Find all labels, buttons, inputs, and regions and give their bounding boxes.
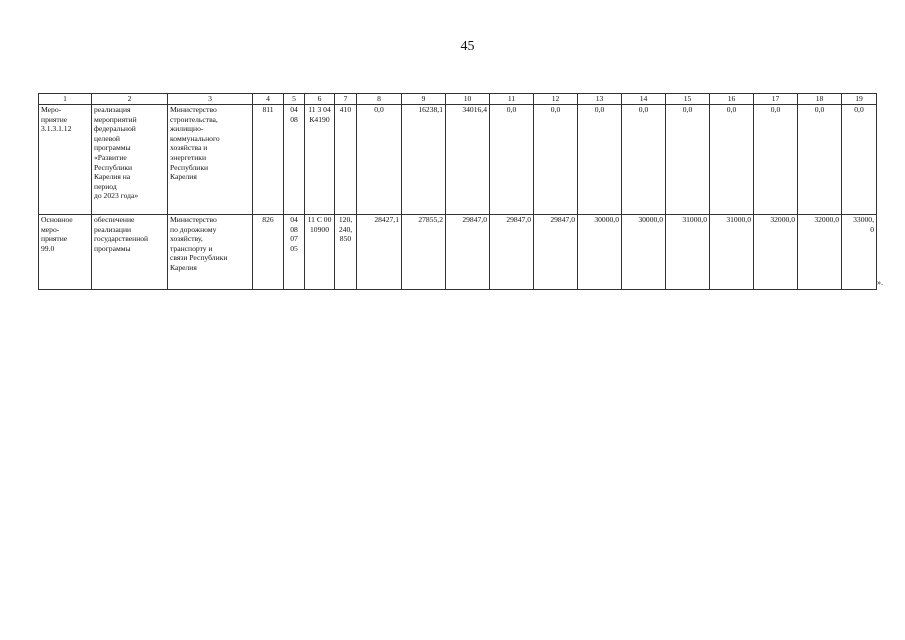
table-row [39,105,877,215]
column-header: 18 [798,94,842,105]
amount-cell: 27855,2 [402,215,446,290]
column-header: 5 [284,94,305,105]
table-row [39,215,877,290]
column-header: 16 [710,94,754,105]
column-header: 8 [357,94,402,105]
column-header: 14 [622,94,666,105]
amount-cell: 30000,0 [622,215,666,290]
column-header: 6 [305,94,335,105]
amount-cell: 0,0 [534,105,578,215]
executor-cell: Министерство по дорожному хозяйству, транспорту и связи Республики Карелия [168,215,253,290]
activity-name-cell: реализация мероприятий федеральной целевой программы «Развитие Республики Карелия на период до 2023 года» [92,105,168,215]
amount-cell: 0,0 [490,105,534,215]
amount-cell: 0,0 [622,105,666,215]
column-header: 12 [534,94,578,105]
activity-code-cell: Основное меро- приятие 99.0 [39,215,92,290]
budget-table [38,93,877,290]
amount-cell: 30000,0 [578,215,622,290]
amount-cell: 16238,1 [402,105,446,215]
activity-name-cell: обеспечение реализации государственной программы [92,215,168,290]
amount-cell: 0,0 [798,105,842,215]
code-cell: 11 С 00 10900 [305,215,335,290]
column-header: 11 [490,94,534,105]
closing-quote-mark: ». [877,278,883,287]
column-header: 7 [335,94,357,105]
amount-cell: 0,0 [754,105,798,215]
amount-cell: 0,0 [666,105,710,215]
code-cell: 811 [253,105,284,215]
code-cell: 410 [335,105,357,215]
page-number: 45 [460,39,475,54]
column-header: 15 [666,94,710,105]
activity-code-cell: Меро- приятие 3.1.3.1.12 [39,105,92,215]
code-cell: 04 08 [284,105,305,215]
amount-cell: 0,0 [357,105,402,215]
executor-cell: Министерство строительства, жилищно- коммунального хозяйства и энергетики Республики Карелия [168,105,253,215]
code-cell: 11 3 04 К4190 [305,105,335,215]
code-cell: 826 [253,215,284,290]
table-header-row [39,94,877,105]
column-header: 4 [253,94,284,105]
column-header: 2 [92,94,168,105]
column-header: 1 [39,94,92,105]
column-header: 19 [842,94,877,105]
amount-cell: 0,0 [578,105,622,215]
amount-cell: 29847,0 [490,215,534,290]
amount-cell: 33000, 0 [842,215,877,290]
amount-cell: 29847,0 [446,215,490,290]
column-header: 10 [446,94,490,105]
amount-cell: 0,0 [710,105,754,215]
column-header: 9 [402,94,446,105]
amount-cell: 31000,0 [710,215,754,290]
amount-cell: 28427,1 [357,215,402,290]
amount-cell: 29847,0 [534,215,578,290]
column-header: 17 [754,94,798,105]
column-header: 13 [578,94,622,105]
column-header: 3 [168,94,253,105]
amount-cell: 0,0 [842,105,877,215]
code-cell: 04 08 07 05 [284,215,305,290]
code-cell: 120, 240, 850 [335,215,357,290]
amount-cell: 32000,0 [754,215,798,290]
amount-cell: 32000,0 [798,215,842,290]
amount-cell: 34016,4 [446,105,490,215]
amount-cell: 31000,0 [666,215,710,290]
